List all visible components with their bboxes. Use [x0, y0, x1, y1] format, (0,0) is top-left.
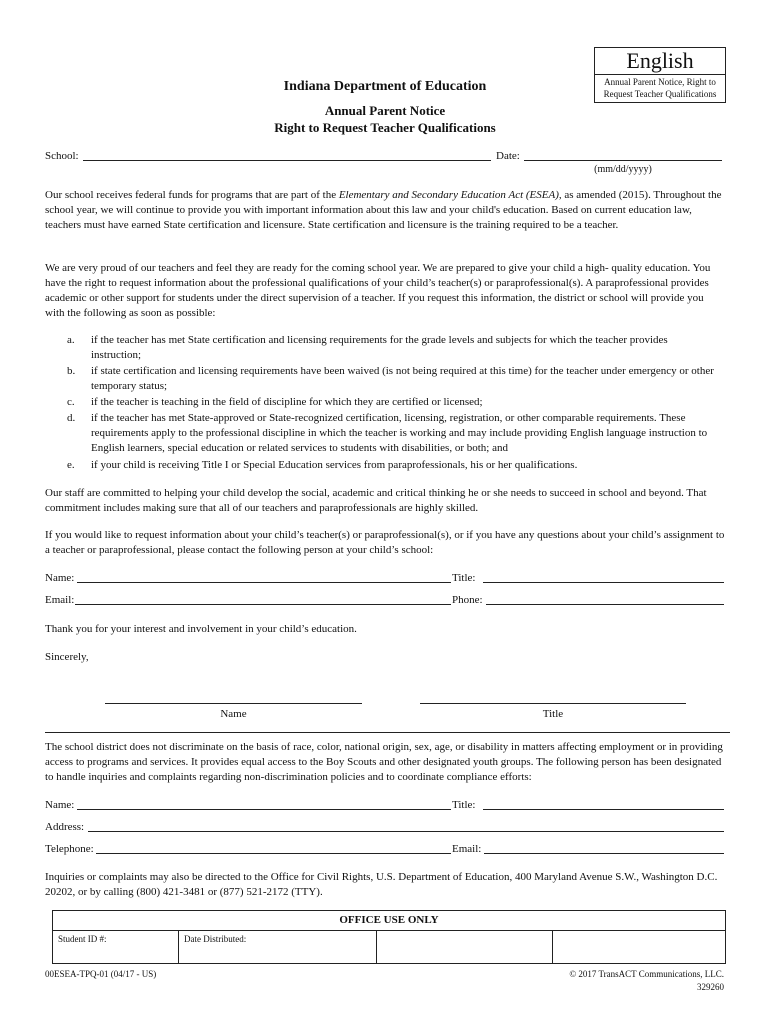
- coordinator-telephone-field[interactable]: [96, 841, 451, 854]
- intro-paragraph: Our school receives federal funds for programs that are part of the Elementary and Secondary Education Act (ESEA), as amended (2015). Throughout the school year, we will continue to provide you with important information about this law and your child's education. Based on current education law, teachers must have earned State certification and licensure. State certification and licensure is the training required to be a teacher.: [45, 189, 722, 231]
- office-use-cell[interactable]: [377, 931, 553, 963]
- rights-paragraph: We are very proud of our teachers and feel they are ready for the coming school year. We are prepared to give your child a high- quality education. You have the right to request information about the professional qualifications of your child’s teacher(s) or paraprofessional(s). A paraprofessional provides academic or other support for students under the direct supervision of a teacher. If you request this information, the district or school will provide you with the following as soon as possible:: [45, 262, 711, 319]
- department-title: Indiana Department of Education: [283, 79, 487, 94]
- contact-name-label: Name:: [45, 572, 75, 584]
- signature-title-label: Title: [542, 708, 564, 720]
- contact-email-field[interactable]: [75, 592, 451, 605]
- date-distributed-label: Date Distributed:: [184, 934, 247, 944]
- contact-phone-field[interactable]: [486, 592, 724, 605]
- school-label: School:: [45, 150, 79, 162]
- sincerely-text: Sincerely,: [45, 651, 89, 663]
- signature-name-label: Name: [220, 708, 247, 720]
- language-box: [594, 47, 726, 103]
- coordinator-title-label: Title:: [452, 799, 476, 811]
- student-id-cell[interactable]: [53, 931, 179, 963]
- coordinator-name-field[interactable]: [77, 797, 451, 810]
- contact-name-field[interactable]: [77, 570, 451, 583]
- contact-title-field[interactable]: [483, 570, 724, 583]
- contact-title-label: Title:: [452, 572, 476, 584]
- document-number: 329260: [697, 982, 724, 992]
- signature-name-line[interactable]: [105, 703, 362, 704]
- coordinator-telephone-label: Telephone:: [45, 843, 94, 855]
- student-id-label: Student ID #:: [58, 934, 107, 944]
- notice-title: Annual Parent Notice: [324, 103, 446, 118]
- language-box-subtitle: Annual Parent Notice, Right to Request Teacher Qualifications: [603, 77, 717, 99]
- coordinator-name-label: Name:: [45, 799, 75, 811]
- language-label: English: [595, 48, 725, 75]
- coordinator-address-label: Address:: [45, 821, 85, 833]
- contact-phone-label: Phone:: [452, 594, 483, 606]
- office-use-box: [52, 910, 726, 964]
- coordinator-title-field[interactable]: [483, 797, 724, 810]
- esea-act-name: Elementary and Secondary Education Act (ESEA),: [338, 189, 562, 201]
- date-distributed-cell[interactable]: [179, 931, 377, 963]
- copyright-text: © 2017 TransACT Communications, LLC.: [569, 969, 724, 979]
- notice-subtitle: Right to Request Teacher Qualifications: [274, 120, 496, 135]
- form-code: 00ESEA-TPQ-01 (04/17 - US): [45, 969, 157, 979]
- nondiscrimination-paragraph: The school district does not discriminate on the basis of race, color, national origin, sex, age, or disability in matters affecting employment or in providing access to programs and services. It provides equal access to the Boy Scouts and other designated youth groups. The following person has been designated to handle inquiries and complaints regarding non-discrimination policies and to coordinate compliance efforts:: [45, 741, 723, 783]
- section-divider: [45, 732, 730, 733]
- date-format-hint: (mm/dd/yyyy): [594, 164, 652, 175]
- thanks-text: Thank you for your interest and involvement in your child’s education.: [45, 623, 357, 635]
- coordinator-email-field[interactable]: [484, 841, 724, 854]
- coordinator-address-field[interactable]: [88, 819, 724, 832]
- school-field[interactable]: [83, 148, 491, 161]
- ocr-paragraph: Inquiries or complaints may also be directed to the Office for Civil Rights, U.S. Department of Education, 400 Maryland Avenue S.W., Washington D.C. 20202, or by calling (800) 421-3481 or (877) 521-2172 (TTY).: [45, 871, 718, 898]
- contact-email-label: Email:: [45, 594, 75, 606]
- signature-title-line[interactable]: [420, 703, 686, 704]
- contact-request-paragraph: If you would like to request information about your child’s teacher(s) or paraprofessional(s), or if you have any questions about your child’s assignment to a teacher or paraprofessional, please contact the following person at your child’s school:: [45, 529, 725, 556]
- coordinator-email-label: Email:: [452, 843, 482, 855]
- office-use-header: OFFICE USE ONLY: [53, 911, 725, 931]
- commitment-paragraph: Our staff are committed to helping your child develop the social, academic and critical thinking he or she needs to succeed in school and beyond. That commitment includes making sure that all of our teachers and paraprofessionals are highly skilled.: [45, 487, 707, 514]
- date-field[interactable]: [524, 148, 722, 161]
- office-use-cell[interactable]: [553, 931, 725, 963]
- date-label: Date:: [496, 150, 520, 162]
